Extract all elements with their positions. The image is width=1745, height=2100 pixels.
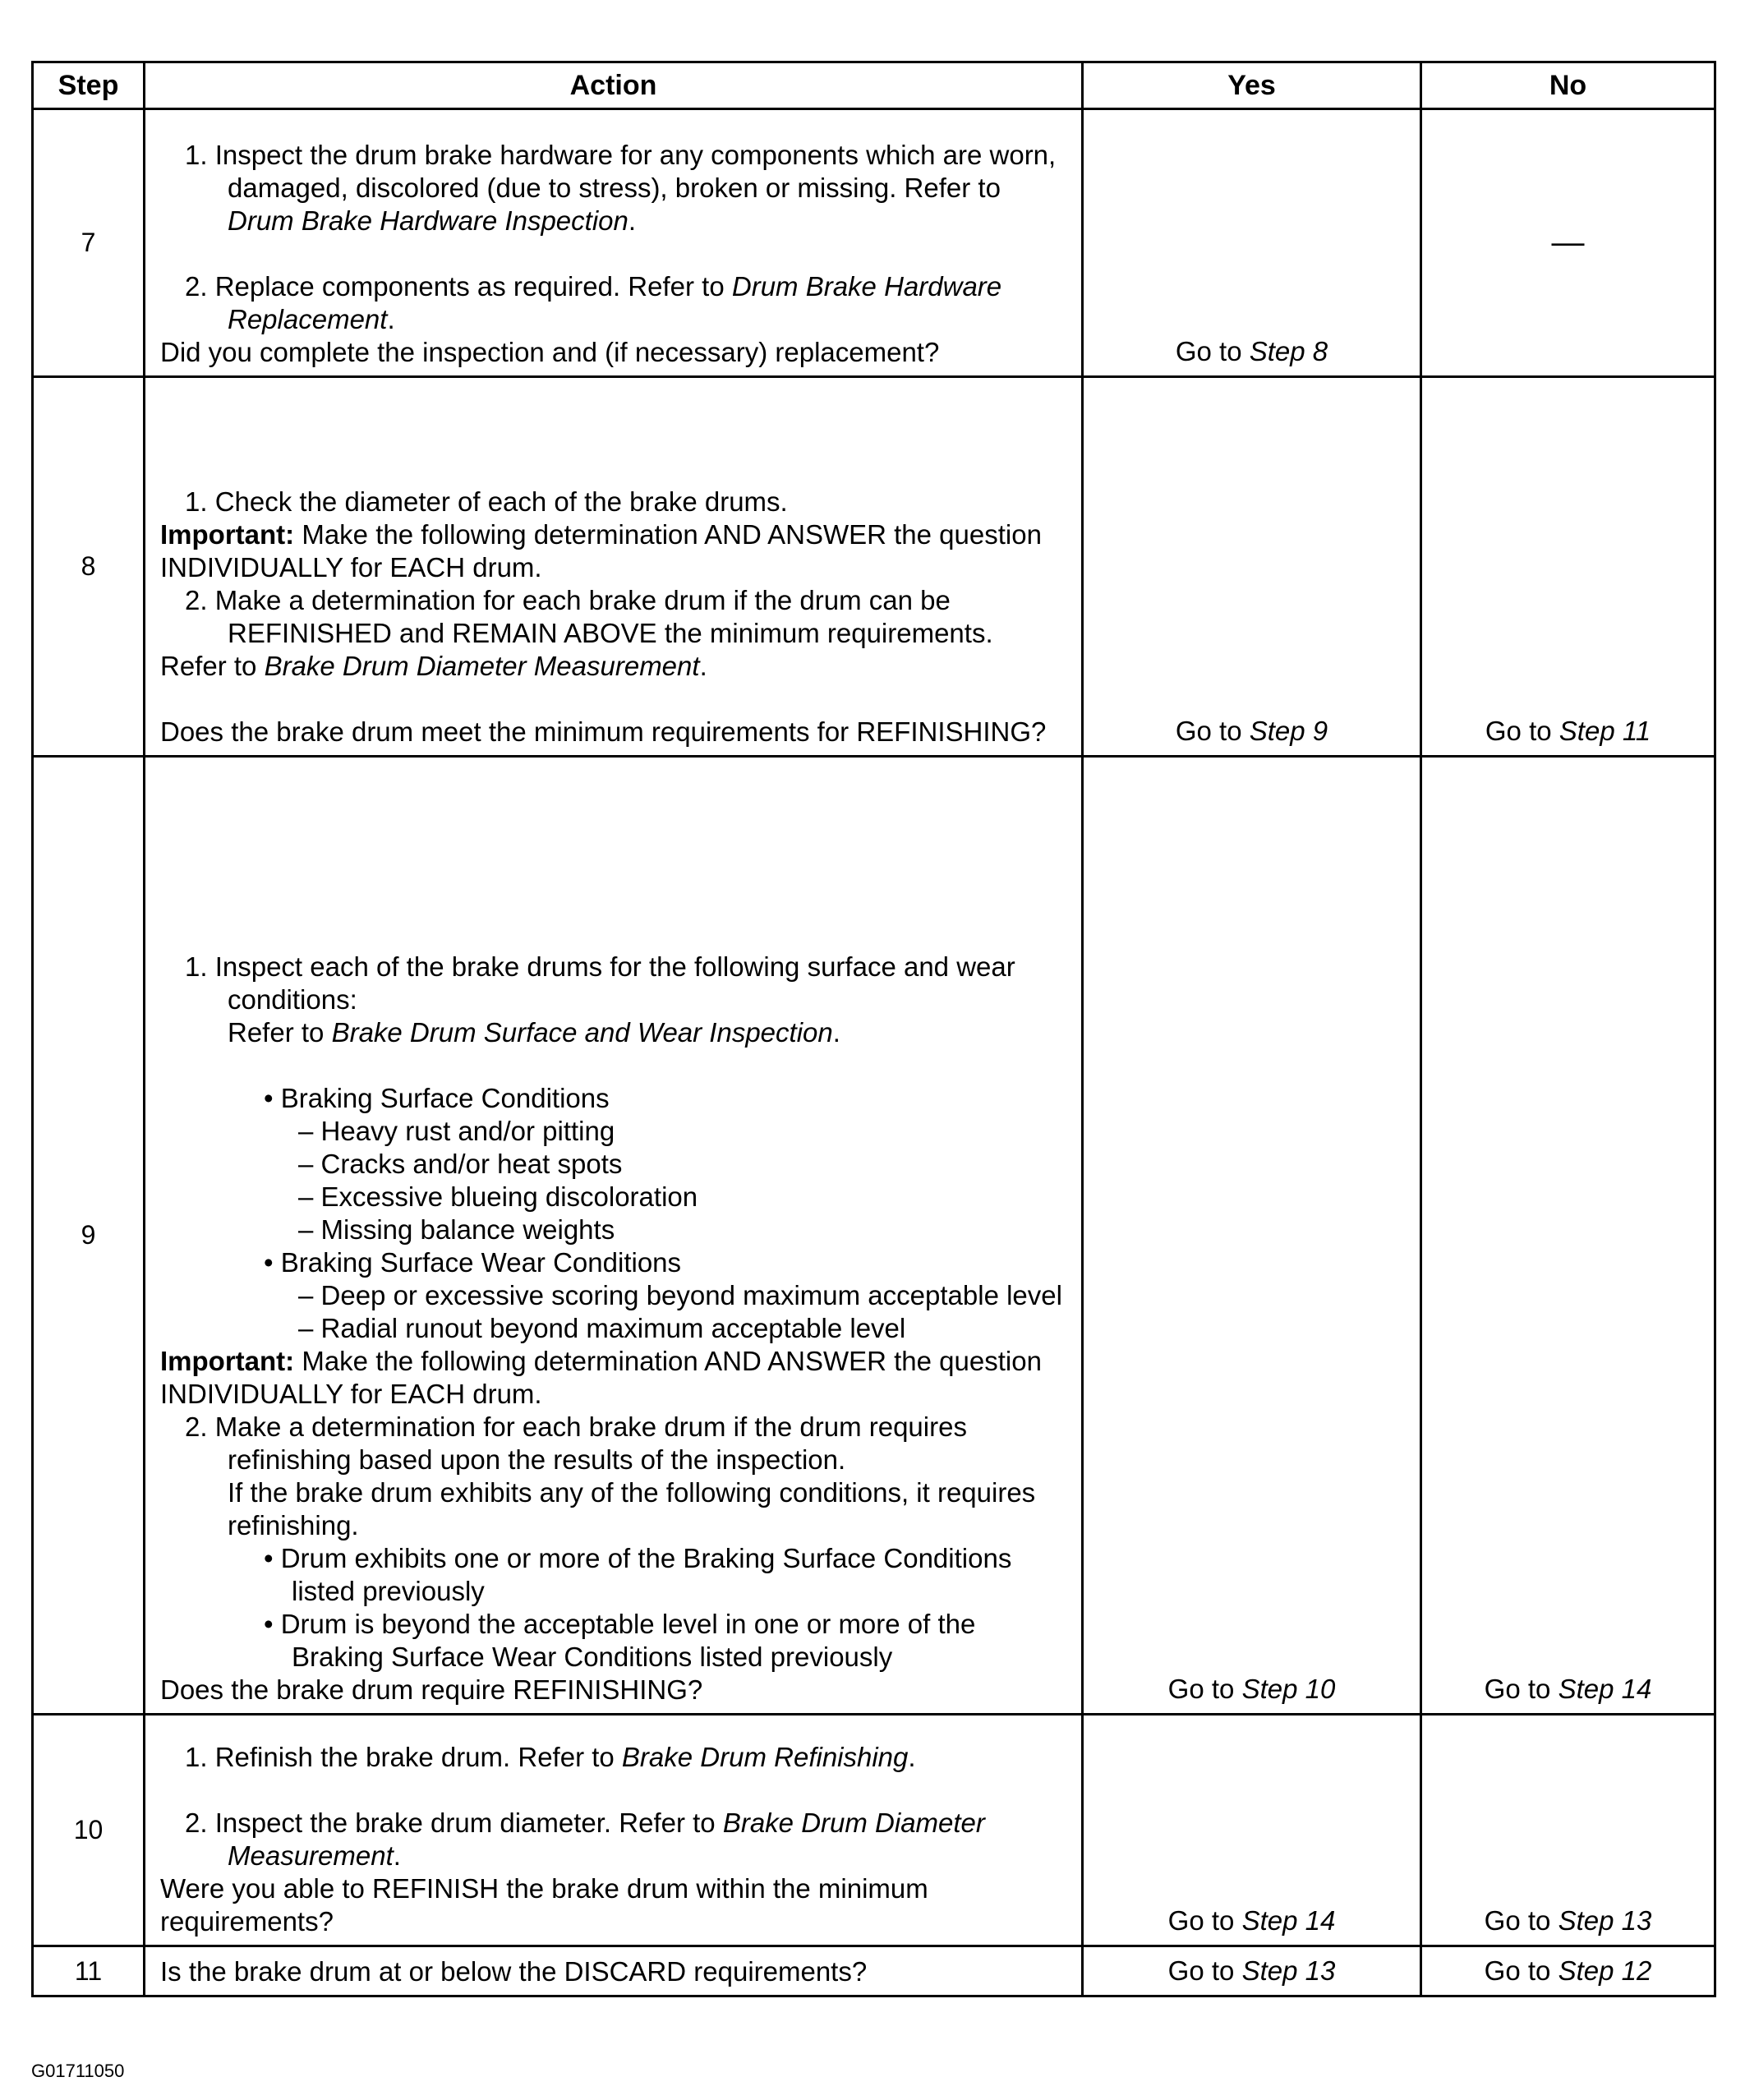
header-step: Step <box>33 62 145 109</box>
action-text: 2. Make a determination for each brake drum if the drum requires refinishing based upon the results of the inspection. <box>185 1412 967 1475</box>
table-row <box>33 1715 1715 1946</box>
header-yes: Yes <box>1083 62 1421 109</box>
step-number: 10 <box>33 1715 145 1946</box>
important-text: Make the following determination AND ANSWER the question INDIVIDUALLY for EACH drum. <box>160 519 1042 583</box>
no-target-step: Step 14 <box>1558 1674 1652 1704</box>
action-text: 1. Refinish the brake drum. Refer to <box>185 1742 622 1772</box>
action-text: 1. Inspect each of the brake drums for the following surface and wear conditions: <box>185 951 1015 1015</box>
action-text: 1. Check the diameter of each of the brake drums. <box>185 486 788 517</box>
action-text: 2. Make a determination for each brake drum if the drum can be REFINISHED and REMAIN ABOVE the minimum requirements. <box>185 585 993 648</box>
dash-item: – Heavy rust and/or pitting <box>298 1116 615 1146</box>
table-row <box>33 377 1715 757</box>
yes-cell: Go to Step 13 <box>1083 1946 1421 1996</box>
no-cell: Go to Step 11 <box>1421 377 1715 757</box>
diagnostic-table <box>31 61 1716 1997</box>
step-number: 11 <box>33 1946 145 1996</box>
action-text: 1. Inspect the drum brake hardware for any components which are worn, damaged, discolored (due to stress), broken or missing. Refer to <box>185 140 1057 203</box>
action-cell: 1. Check the diameter of each of the brake drums. Important: Make the following determination AND ANSWER the question INDIVIDUALLY for EACH drum. 2. Make a determination for each brake drum if the drum can be REFINISHED and REMAIN ABOVE the minimum requirements. Refer to Brake Drum Diameter Measurement. Does the brake drum meet the minimum requirements for REFINISHING? <box>145 377 1083 757</box>
action-cell: 1. Inspect the drum brake hardware for any components which are worn, damaged, discolored (due to stress), broken or missing. Refer to Drum Brake Hardware Inspection. 2. Replace components as required. Refer to Drum Brake Hardware Replacement. Did you complete the inspection and (if necessary) replacement? <box>145 109 1083 377</box>
important-text: Make the following determination AND ANSWER the question INDIVIDUALLY for EACH drum. <box>160 1346 1042 1409</box>
dash-item: – Missing balance weights <box>298 1214 615 1245</box>
yes-cell: Go to Step 8 <box>1083 109 1421 377</box>
reference-link: Brake Drum Surface and Wear Inspection <box>331 1017 833 1048</box>
action-cell <box>145 1946 1083 1996</box>
no-cell: — <box>1421 109 1715 377</box>
action-text: 2. Replace components as required. Refer to <box>185 271 732 302</box>
yes-target-step: Step 9 <box>1249 716 1328 746</box>
figure-id: G01711050 <box>31 2061 125 2081</box>
yes-cell: Go to Step 10 <box>1083 757 1421 1715</box>
question-text: Does the brake drum meet the minimum requirements for REFINISHING? <box>160 716 1047 747</box>
yes-target-step: Step 14 <box>1241 1905 1336 1936</box>
yes-target-step: Step 8 <box>1249 336 1328 366</box>
bullet-item: • Drum exhibits one or more of the Braking Surface Conditions listed previously <box>264 1543 1012 1606</box>
step-number: 8 <box>33 377 145 757</box>
header-action: Action <box>145 62 1083 109</box>
dash-item: – Cracks and/or heat spots <box>298 1149 623 1179</box>
dash-item: – Excessive blueing discoloration <box>298 1181 698 1212</box>
yes-cell: Go to Step 9 <box>1083 377 1421 757</box>
no-target-step: Step 11 <box>1559 716 1651 746</box>
step-number: 7 <box>33 109 145 377</box>
reference-link: Brake Drum Diameter Measurement <box>228 1808 985 1871</box>
no-cell: Go to Step 13 <box>1421 1715 1715 1946</box>
table-row <box>33 757 1715 1715</box>
header-row <box>33 62 1715 109</box>
reference-link: Drum Brake Hardware Inspection <box>228 205 628 236</box>
no-target-step: Step 12 <box>1558 1955 1652 1986</box>
action-text: 2. Inspect the brake drum diameter. Refer to <box>185 1808 723 1838</box>
important-label: Important: <box>160 1346 295 1376</box>
dash-item: – Radial runout beyond maximum acceptable level <box>298 1313 906 1343</box>
bullet-item: • Drum is beyond the acceptable level in one or more of the Braking Surface Wear Conditions listed previously <box>264 1609 976 1672</box>
step-number: 9 <box>33 757 145 1715</box>
bullet-item: • Braking Surface Conditions <box>264 1083 610 1113</box>
yes-target-step: Step 13 <box>1241 1955 1336 1986</box>
table-row <box>33 1946 1715 1996</box>
reference-link: Brake Drum Diameter Measurement <box>264 651 700 681</box>
question-text: Does the brake drum require REFINISHING? <box>160 1674 703 1705</box>
yes-target-step: Step 10 <box>1241 1674 1336 1704</box>
no-target-step: Step 13 <box>1558 1905 1652 1936</box>
action-subtext: If the brake drum exhibits any of the following conditions, it requires refinishing. <box>228 1477 1036 1540</box>
question-text: Did you complete the inspection and (if necessary) replacement? <box>160 337 940 367</box>
header-no: No <box>1421 62 1715 109</box>
no-cell: Go to Step 12 <box>1421 1946 1715 1996</box>
bullet-item: • Braking Surface Wear Conditions <box>264 1247 682 1278</box>
no-cell: Go to Step 14 <box>1421 757 1715 1715</box>
action-cell: 1. Refinish the brake drum. Refer to Brake Drum Refinishing. 2. Inspect the brake drum diameter. Refer to Brake Drum Diameter Measurement. Were you able to REFINISH the brake drum within the minimum requirements? <box>145 1715 1083 1946</box>
action-cell: 1. Inspect each of the brake drums for the following surface and wear conditions: Refer to Brake Drum Surface and Wear Inspection. • Braking Surface Conditions – Heavy rust and/or pitting – Cracks and/or heat spots – Excessive blueing discoloration – Missing balance weights • Braking Surface Wear Conditions – Deep or excessive scoring beyond maximum acceptable level – Radial runout beyond maximum acceptable level Important: Make the following determination AND ANSWER the question INDIVIDUALLY for EACH drum. 2. Make a determination for each brake drum if the drum requires refinishing based upon the results of the inspection. If the brake drum exhibits any of the following conditions, it requires refinishing. • Drum exhibits one or more of the Braking Surface Conditions listed previously • Drum is beyond the acceptable level in one or more of the Braking Surface Wear Conditions listed previously Does the brake drum require REFINISHING? <box>145 757 1083 1715</box>
question-text: Were you able to REFINISH the brake drum within the minimum requirements? <box>160 1873 928 1937</box>
reference-link: Brake Drum Refinishing <box>621 1742 909 1772</box>
important-label: Important: <box>160 519 295 550</box>
question-text: Is the brake drum at or below the DISCARD requirements? <box>160 1956 868 1987</box>
table-row <box>33 109 1715 377</box>
reference-link: Drum Brake Hardware Replacement <box>228 271 1002 334</box>
dash-item: – Deep or excessive scoring beyond maximum acceptable level <box>298 1280 1062 1310</box>
yes-cell: Go to Step 14 <box>1083 1715 1421 1946</box>
